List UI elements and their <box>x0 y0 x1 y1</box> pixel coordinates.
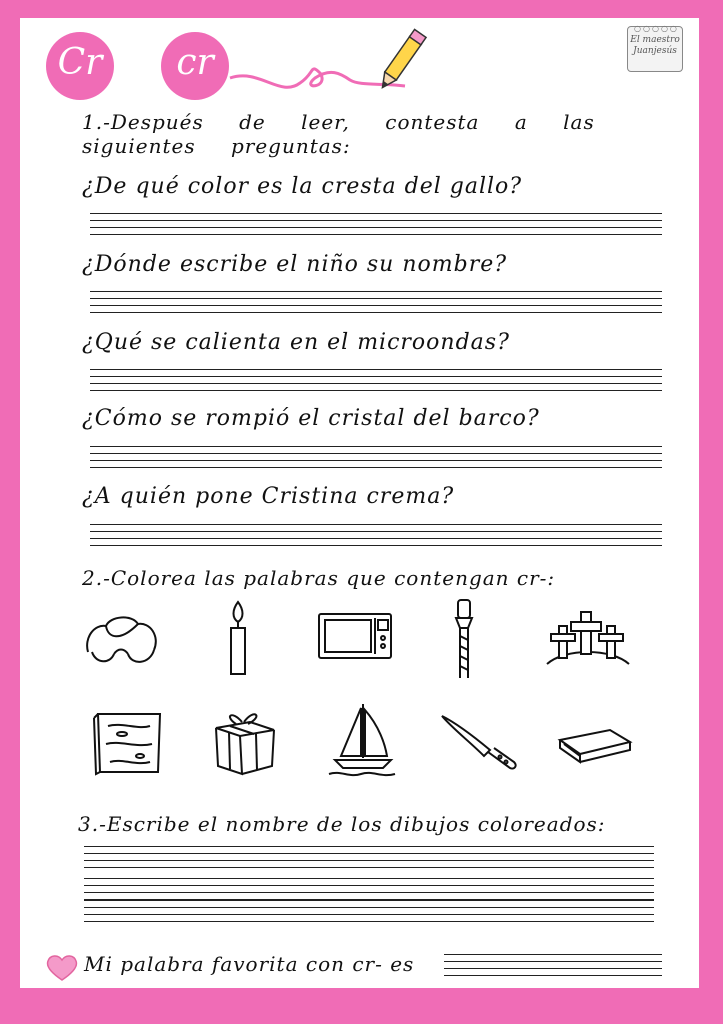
instruction-1: 1.-Después de leer, contesta a las siguientes preguntas: <box>82 110 595 158</box>
croissant-icon[interactable] <box>80 608 162 670</box>
answer-lines-2[interactable] <box>90 291 662 313</box>
favorite-word-prompt: Mi palabra favorita con cr- es <box>84 952 415 976</box>
knife-icon[interactable] <box>438 712 520 774</box>
answer-lines-4[interactable] <box>90 446 662 468</box>
author-logo: ○○○○○ El maestro Juanjesús <box>627 26 683 72</box>
answer-lines-3[interactable] <box>90 369 662 391</box>
book-icon[interactable] <box>556 726 634 766</box>
microwave-icon[interactable] <box>317 612 393 662</box>
question-3: ¿Qué se calienta en el microondas? <box>82 330 510 355</box>
question-1: ¿De qué color es la cresta del gallo? <box>82 174 523 199</box>
question-5: ¿A quién pone Cristina crema? <box>82 484 455 509</box>
badge-upper: Cr <box>46 32 114 100</box>
instruction-3: 3.-Escribe el nombre de los dibujos coloreados: <box>78 812 606 836</box>
gift-box-icon[interactable] <box>210 702 280 778</box>
question-2: ¿Dónde escribe el niño su nombre? <box>82 252 508 277</box>
instruction-2: 2.-Colorea las palabras que contengan cr-: <box>82 566 556 590</box>
logo-text: El maestro Juanjesús <box>630 35 680 56</box>
answer-lines-5[interactable] <box>90 524 662 546</box>
favorite-word-lines[interactable] <box>444 954 662 976</box>
worksheet-page <box>20 18 699 988</box>
heart-icon <box>46 954 78 982</box>
answer-lines-1[interactable] <box>90 213 662 235</box>
pencil-ribbon-icon <box>220 28 440 108</box>
zipper-icon[interactable] <box>446 596 482 682</box>
badge-lower: cr <box>161 32 229 100</box>
write-lines-2[interactable] <box>84 878 654 900</box>
wood-board-icon[interactable] <box>92 710 164 776</box>
question-4: ¿Cómo se rompió el cristal del barco? <box>82 406 540 431</box>
crosses-icon[interactable] <box>545 608 631 668</box>
write-lines-1[interactable] <box>84 846 654 868</box>
write-lines-3[interactable] <box>84 900 654 922</box>
candle-icon[interactable] <box>218 598 258 678</box>
sailboat-icon[interactable] <box>327 700 397 778</box>
